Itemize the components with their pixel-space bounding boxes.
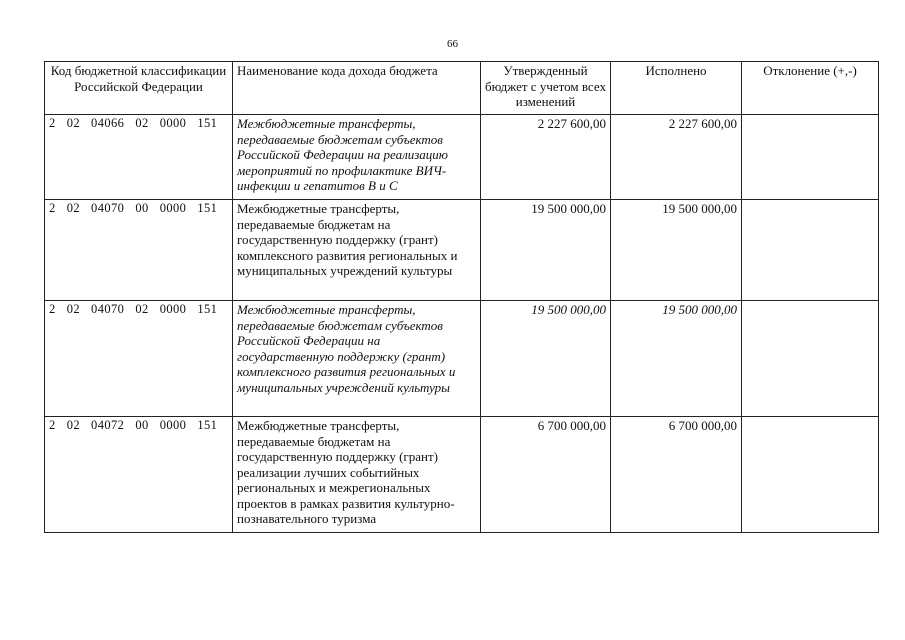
header-deviation: Отклонение (+,-) (742, 62, 879, 115)
header-code: Код бюджетной классификации Российской Федерации (45, 62, 233, 115)
row-code: 2 02 04070 02 0000 151 (45, 301, 233, 417)
row-executed: 2 227 600,00 (611, 115, 742, 200)
row-name: Межбюджетные трансферты, передаваемые бюджетам субъектов Российской Федерации на реализацию мероприятий по профилактике ВИЧ-инфекции и гепатитов В и С (233, 115, 481, 200)
row-deviation (742, 200, 879, 301)
table-row (45, 200, 879, 301)
row-approved: 6 700 000,00 (481, 417, 611, 533)
row-name: Межбюджетные трансферты, передаваемые бюджетам на государственную поддержку (грант) комплексного развития региональных и муниципальных учреждений культуры (233, 200, 481, 301)
row-deviation (742, 301, 879, 417)
row-deviation (742, 115, 879, 200)
row-executed: 6 700 000,00 (611, 417, 742, 533)
table-row (45, 115, 879, 200)
page-number: 66 (447, 38, 458, 50)
header-executed: Исполнено (611, 62, 742, 115)
table-header-row (45, 62, 879, 115)
row-code: 2 02 04066 02 0000 151 (45, 115, 233, 200)
row-approved: 19 500 000,00 (481, 301, 611, 417)
row-executed: 19 500 000,00 (611, 200, 742, 301)
row-name: Межбюджетные трансферты, передаваемые бюджетам субъектов Российской Федерации на государственную поддержку (грант) комплексного развития региональных и муниципальных учреждений культуры (233, 301, 481, 417)
table-row (45, 301, 879, 417)
header-name: Наименование кода дохода бюджета (233, 62, 481, 115)
row-deviation (742, 417, 879, 533)
row-executed: 19 500 000,00 (611, 301, 742, 417)
row-code: 2 02 04072 00 0000 151 (45, 417, 233, 533)
row-code: 2 02 04070 00 0000 151 (45, 200, 233, 301)
row-approved: 19 500 000,00 (481, 200, 611, 301)
row-approved: 2 227 600,00 (481, 115, 611, 200)
header-approved: Утвержденный бюджет с учетом всех изменений (481, 62, 611, 115)
budget-income-table (44, 61, 879, 533)
row-name: Межбюджетные трансферты, передаваемые бюджетам на государственную поддержку (грант) реализации лучших событийных региональных и межрегиональных проектов в рамках развития культурно-познавательного туризма (233, 417, 481, 533)
table-row (45, 417, 879, 533)
